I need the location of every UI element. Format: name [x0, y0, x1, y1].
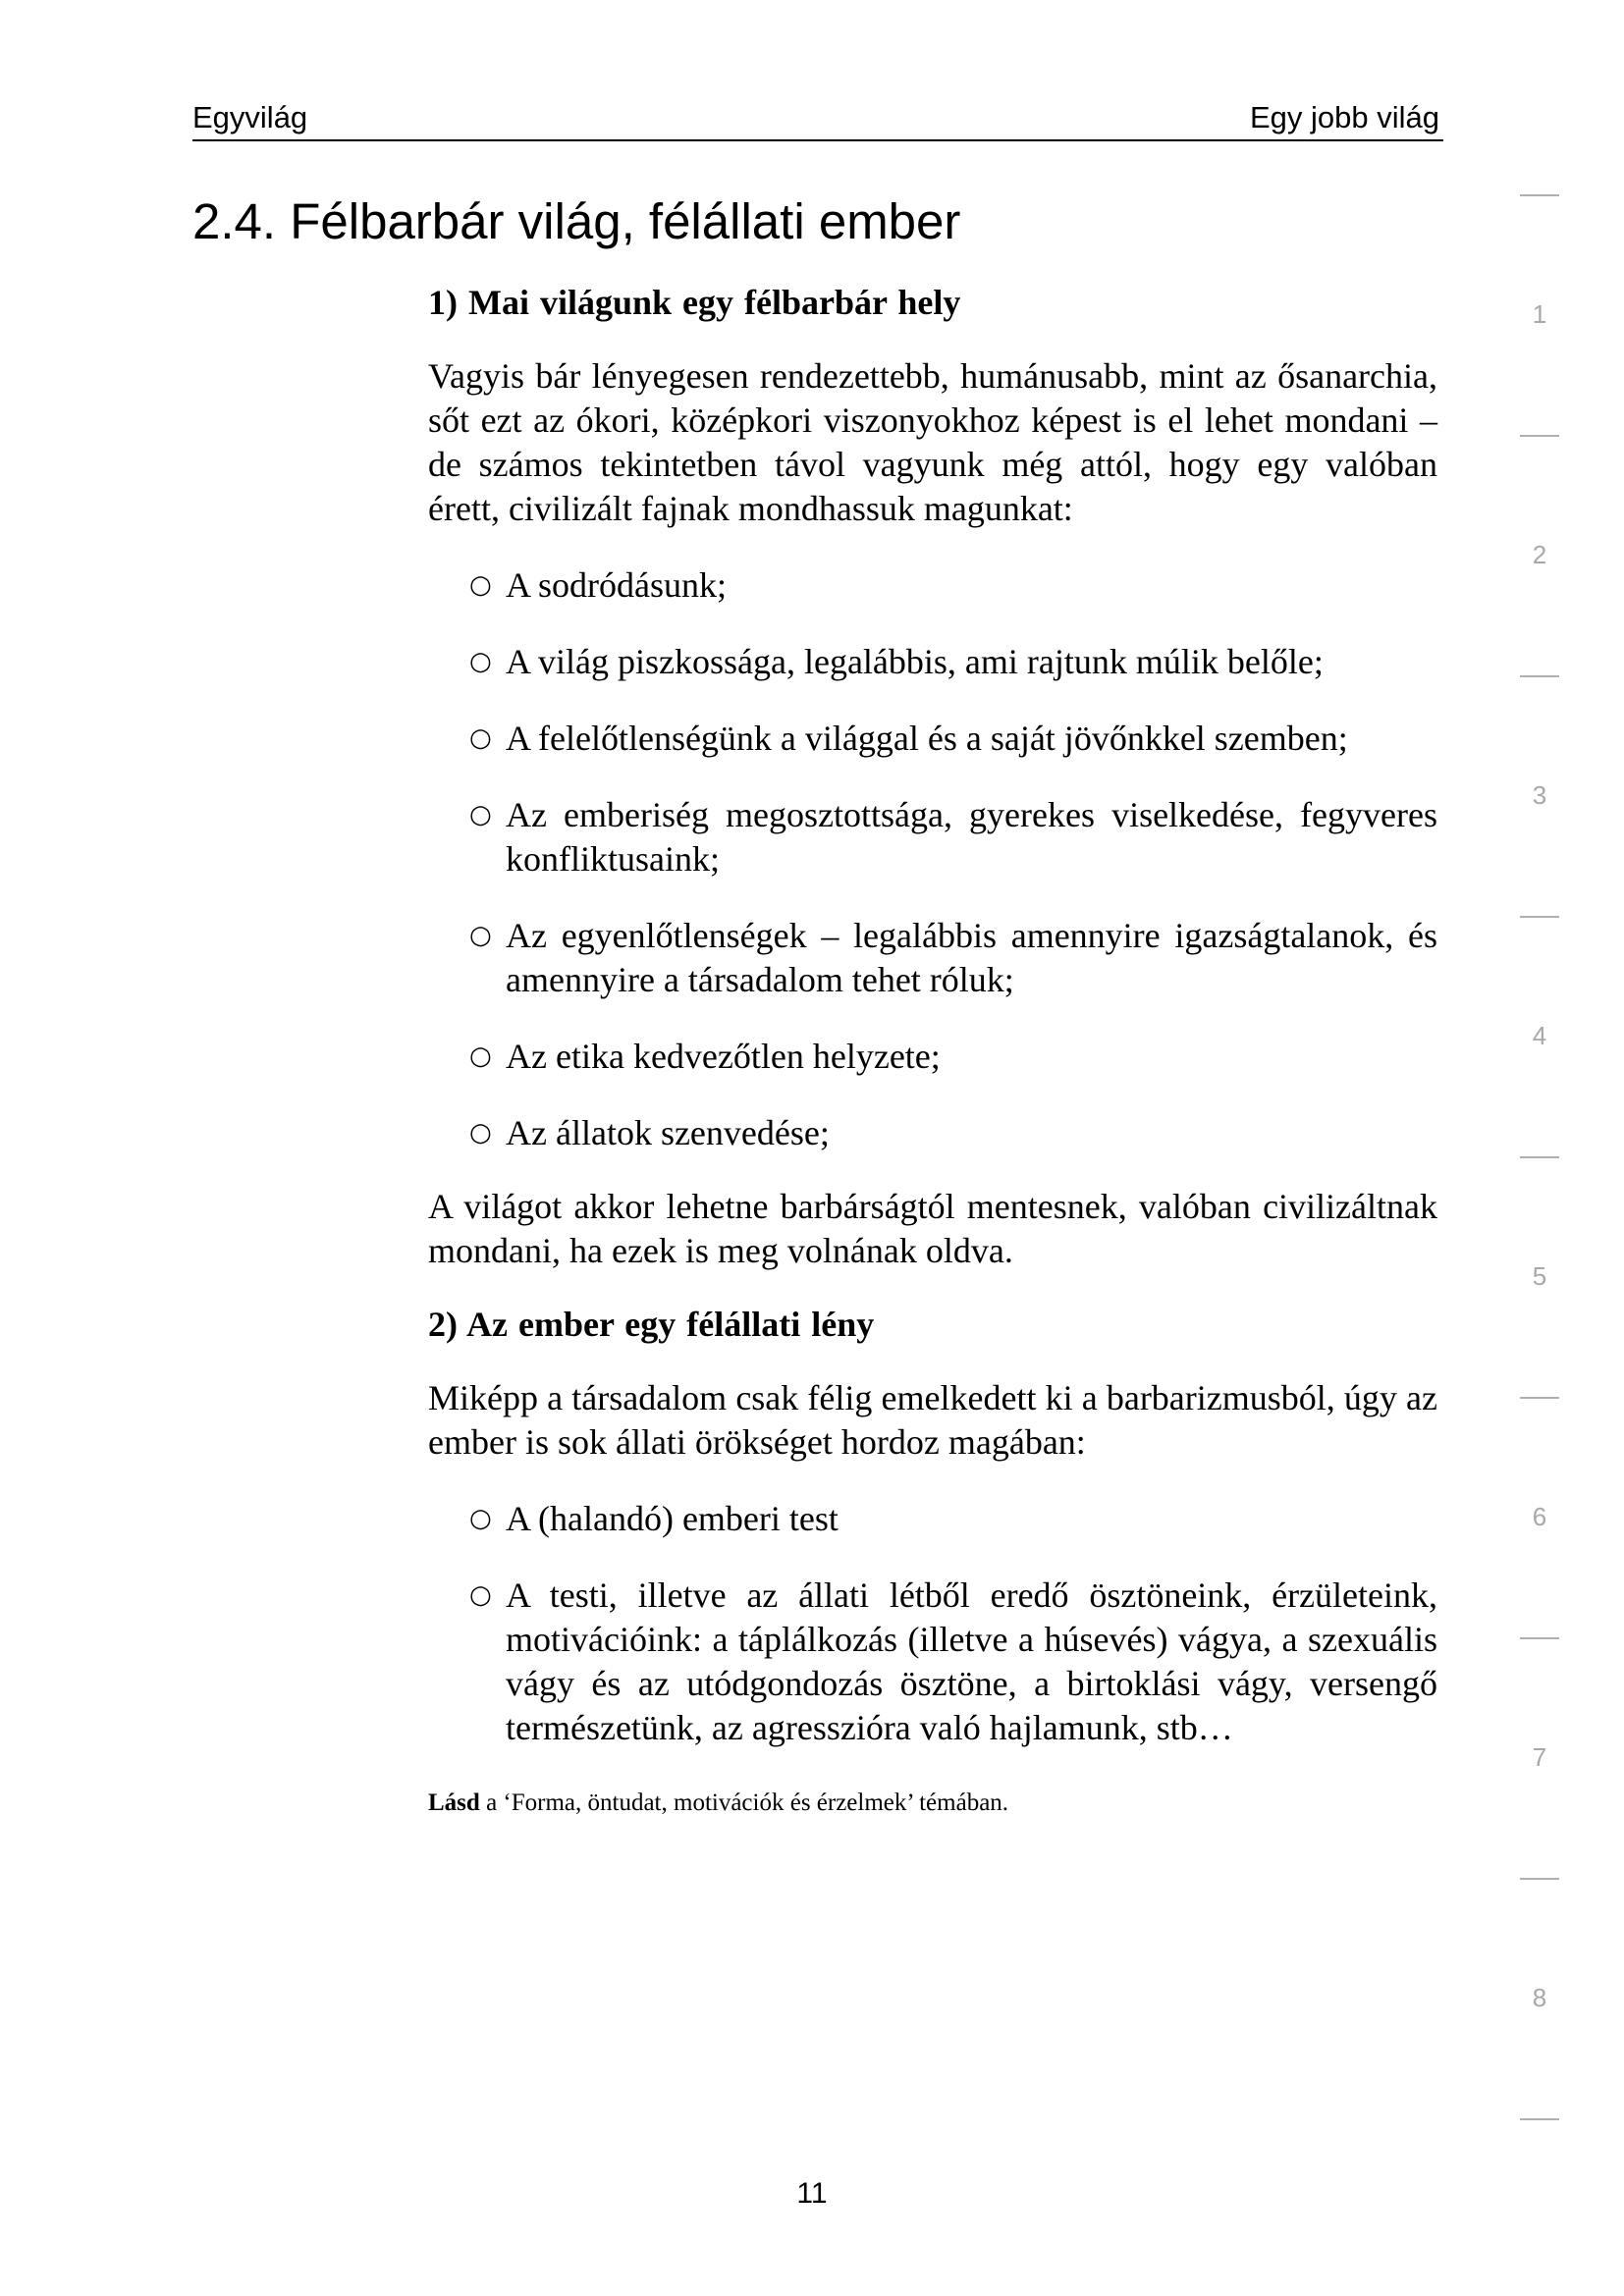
part1-conclusion: A világot akkor lehetne barbárságtól mentesnek, valóban civilizáltnak mondani, ha ezek is meg volnának oldva.: [428, 1187, 1437, 1270]
header-right-title: Egy jobb világ: [1249, 100, 1439, 134]
reference-note-text: a ‘Forma, öntudat, motivációk és érzelmek’ témában.: [479, 1789, 1009, 1816]
part2-intro: Miképp a társadalom csak félig emelkedett ki a barbarizmusból, úgy az ember is sok állati örökséget hordoz magában:: [428, 1378, 1437, 1462]
bullet-circle-icon: ○: [469, 1580, 492, 1610]
part1-intro: Vagyis bár lényegesen rendezettebb, humánusabb, mint az ősanarchia, sőt ezt az ókori, középkori viszonyokhoz képest is el lehet mondani – de számos tekintetben távol vagyunk még attól, hogy egy valóban érett, civilizált fajnak mondhassuk magunkat:: [428, 356, 1437, 528]
margin-line-number: 6: [1532, 1502, 1547, 1531]
reference-note: [428, 1788, 1437, 1819]
page-number: 11: [796, 2177, 828, 2210]
reference-note-bold: Lásd: [428, 1789, 480, 1816]
bullet-circle-icon: ○: [469, 1118, 492, 1148]
bullet-circle-icon: ○: [469, 570, 492, 600]
list-item: ○ Az egyenlőtlenségek – legalábbis amennyire igazságtalanok, és amennyire a társadalom tehet róluk;: [469, 916, 1437, 999]
running-header: [192, 98, 1443, 141]
list-item: ○ Az emberiség megosztottsága, gyerekes viselkedése, fegyveres konfliktusaink;: [469, 795, 1437, 879]
list-item: ○ Az etika kedvezőtlen helyzete;: [428, 1035, 1437, 1079]
margin-line-mark: [1520, 1637, 1559, 1639]
margin-line-mark: [1520, 1878, 1559, 1880]
margin-line-mark: [1520, 1397, 1559, 1399]
margin-line-mark: [1520, 194, 1559, 196]
main-content: [428, 281, 1437, 1819]
margin-line-mark: [1520, 2118, 1559, 2120]
part1-list: [428, 563, 1437, 1155]
list-item: ○ A felelőtlenségünk a világgal és a saját jövőnkkel szemben;: [428, 717, 1437, 761]
list-item: ○ A sodródásunk;: [428, 563, 1437, 608]
list-item: ○ Az állatok szenvedése;: [428, 1111, 1437, 1155]
bullet-circle-icon: ○: [469, 800, 492, 829]
list-item: ○ A testi, illetve az állati létből eredő ösztöneink, érzületeink, motivációink: a táplálkozás (illetve a húsevés) vágya, a szexuális vágy és az utódgondozás ösztöne, a birtoklási vágy, versengő természetünk, az agresszióra való hajlamunk, stb…: [469, 1575, 1437, 1747]
bullet-circle-icon: ○: [469, 1504, 492, 1533]
bullet-circle-icon: ○: [469, 921, 492, 950]
margin-line-number: 8: [1532, 1983, 1547, 2012]
bullet-circle-icon: ○: [469, 1041, 492, 1071]
bullet-circle-icon: ○: [469, 647, 492, 676]
margin-line-number: 2: [1532, 540, 1547, 569]
margin-line-number: 4: [1532, 1021, 1547, 1050]
margin-line-mark: [1520, 675, 1559, 677]
margin-line-mark: [1520, 916, 1559, 918]
list-item: ○ A (halandó) emberi test: [428, 1497, 1437, 1541]
margin-line-number: 7: [1532, 1742, 1547, 1772]
list-item: ○ A világ piszkossága, legalábbis, ami rajtunk múlik belőle;: [428, 640, 1437, 684]
bullet-circle-icon: ○: [469, 723, 492, 753]
part2-heading: 2) Az ember egy félállati lény: [428, 1305, 875, 1344]
margin-line-number: 3: [1532, 780, 1547, 810]
margin-line-number: 1: [1532, 299, 1547, 329]
part2-list: [428, 1497, 1437, 1750]
section-title: 2.4. Félbarbár világ, félállati ember: [192, 193, 961, 249]
part1-heading: 1) Mai világunk egy félbarbár hely: [428, 283, 961, 322]
header-left-title: Egyvilág: [192, 100, 308, 134]
margin-line-mark: [1520, 1156, 1559, 1158]
margin-line-number: 5: [1532, 1261, 1547, 1291]
margin-line-mark: [1520, 435, 1559, 437]
